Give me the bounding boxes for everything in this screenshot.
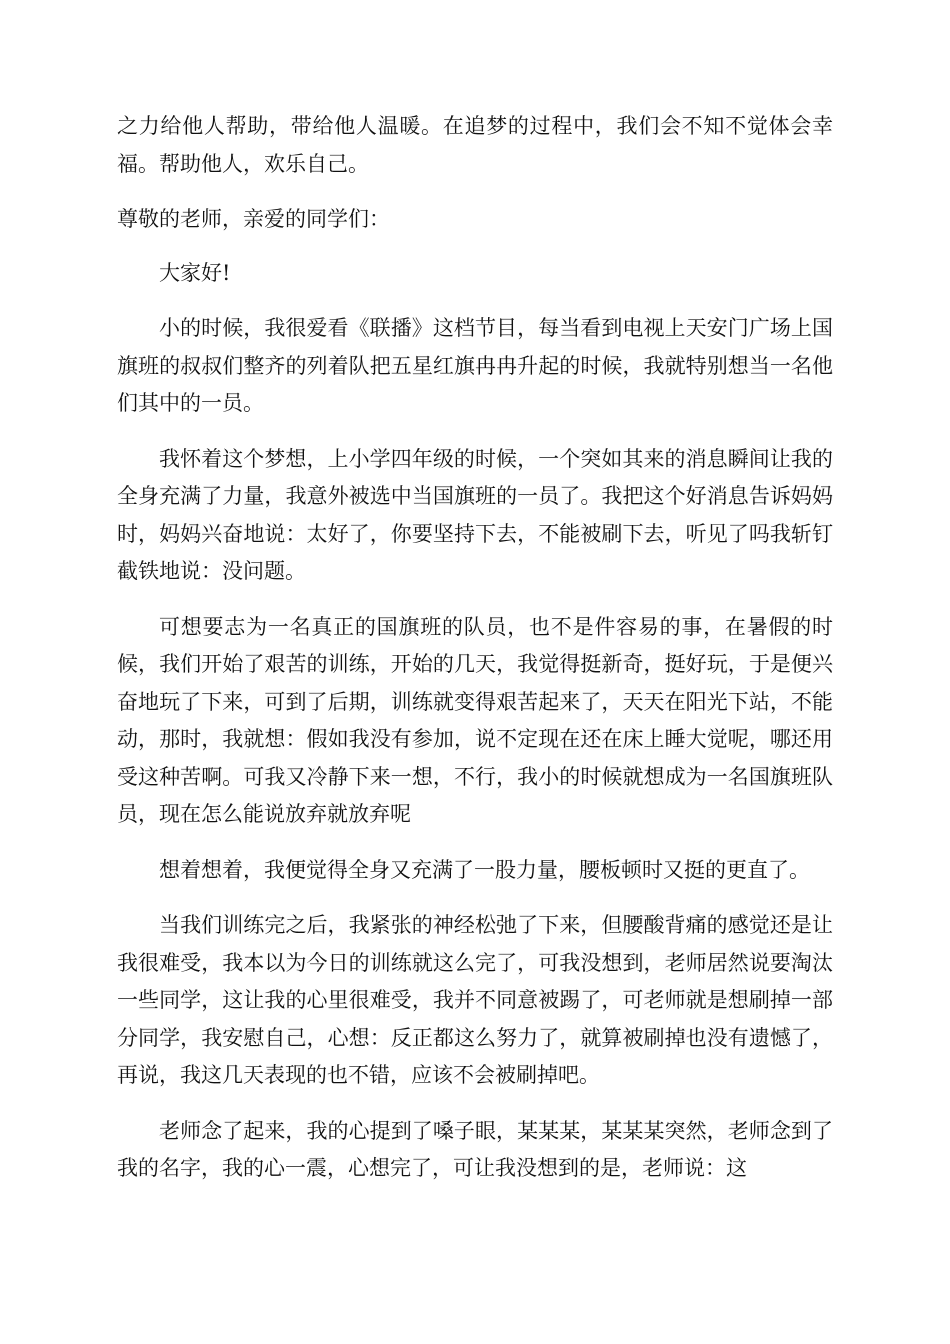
document-body xyxy=(117,108,833,1206)
paragraph-elimination: 当我们训练完之后，我紧张的神经松弛了下来，但腰酸背痛的感觉还是让我很难受，我本以为今日的训练就这么完了，可我没想到，老师居然说要淘汰一些同学，这让我的心里很难受，我并不同意被踢了，可老师就是想刷掉一部分同学，我安慰自己，心想：反正都这么努力了，就算被刷掉也没有遗憾了，再说，我这几天表现的也不错，应该不会被刷掉吧。 xyxy=(117,913,833,1087)
paragraph-childhood-dream: 小的时候，我很爱看《联播》这档节目，每当看到电视上天安门广场上国旗班的叔叔们整齐的列着队把五星红旗冉冉升起的时候，我就特别想当一名他们其中的一员。 xyxy=(117,316,833,415)
greeting: 大家好! xyxy=(159,260,231,285)
paragraph-name-called: 老师念了起来，我的心提到了嗓子眼，某某某，某某某突然，老师念到了我的名字，我的心一震，心想完了，可让我没想到的是，老师说：这 xyxy=(117,1118,833,1180)
paragraph-selected: 我怀着这个梦想，上小学四年级的时候，一个突如其来的消息瞬间让我的全身充满了力量，我意外被选中当国旗班的一员了。我把这个好消息告诉妈妈时，妈妈兴奋地说：太好了，你要坚持下去，不能被刷下去，听见了吗我斩钉截铁地说：没问题。 xyxy=(117,446,833,583)
paragraph-continuation: 之力给他人帮助，带给他人温暖。在追梦的过程中，我们会不知不觉体会幸福。帮助他人，欢乐自己。 xyxy=(117,114,833,176)
paragraph-training: 可想要志为一名真正的国旗班的队员，也不是件容易的事，在暑假的时候，我们开始了艰苦的训练，开始的几天，我觉得挺新奇，挺好玩，于是便兴奋地玩了下来，可到了后期，训练就变得艰苦起来了，天天在阳光下站，不能动，那时，我就想：假如我没有参加，说不定现在还在床上睡大觉呢，哪还用受这种苦啊。可我又冷静下来一想，不行，我小的时候就想成为一名国旗班队员，现在怎么能说放弃就放弃呢 xyxy=(117,614,833,826)
salutation: 尊敬的老师，亲爱的同学们： xyxy=(117,207,390,231)
paragraph-strength: 想着想着，我便觉得全身又充满了一股力量，腰板顿时又挺的更直了。 xyxy=(159,857,810,882)
